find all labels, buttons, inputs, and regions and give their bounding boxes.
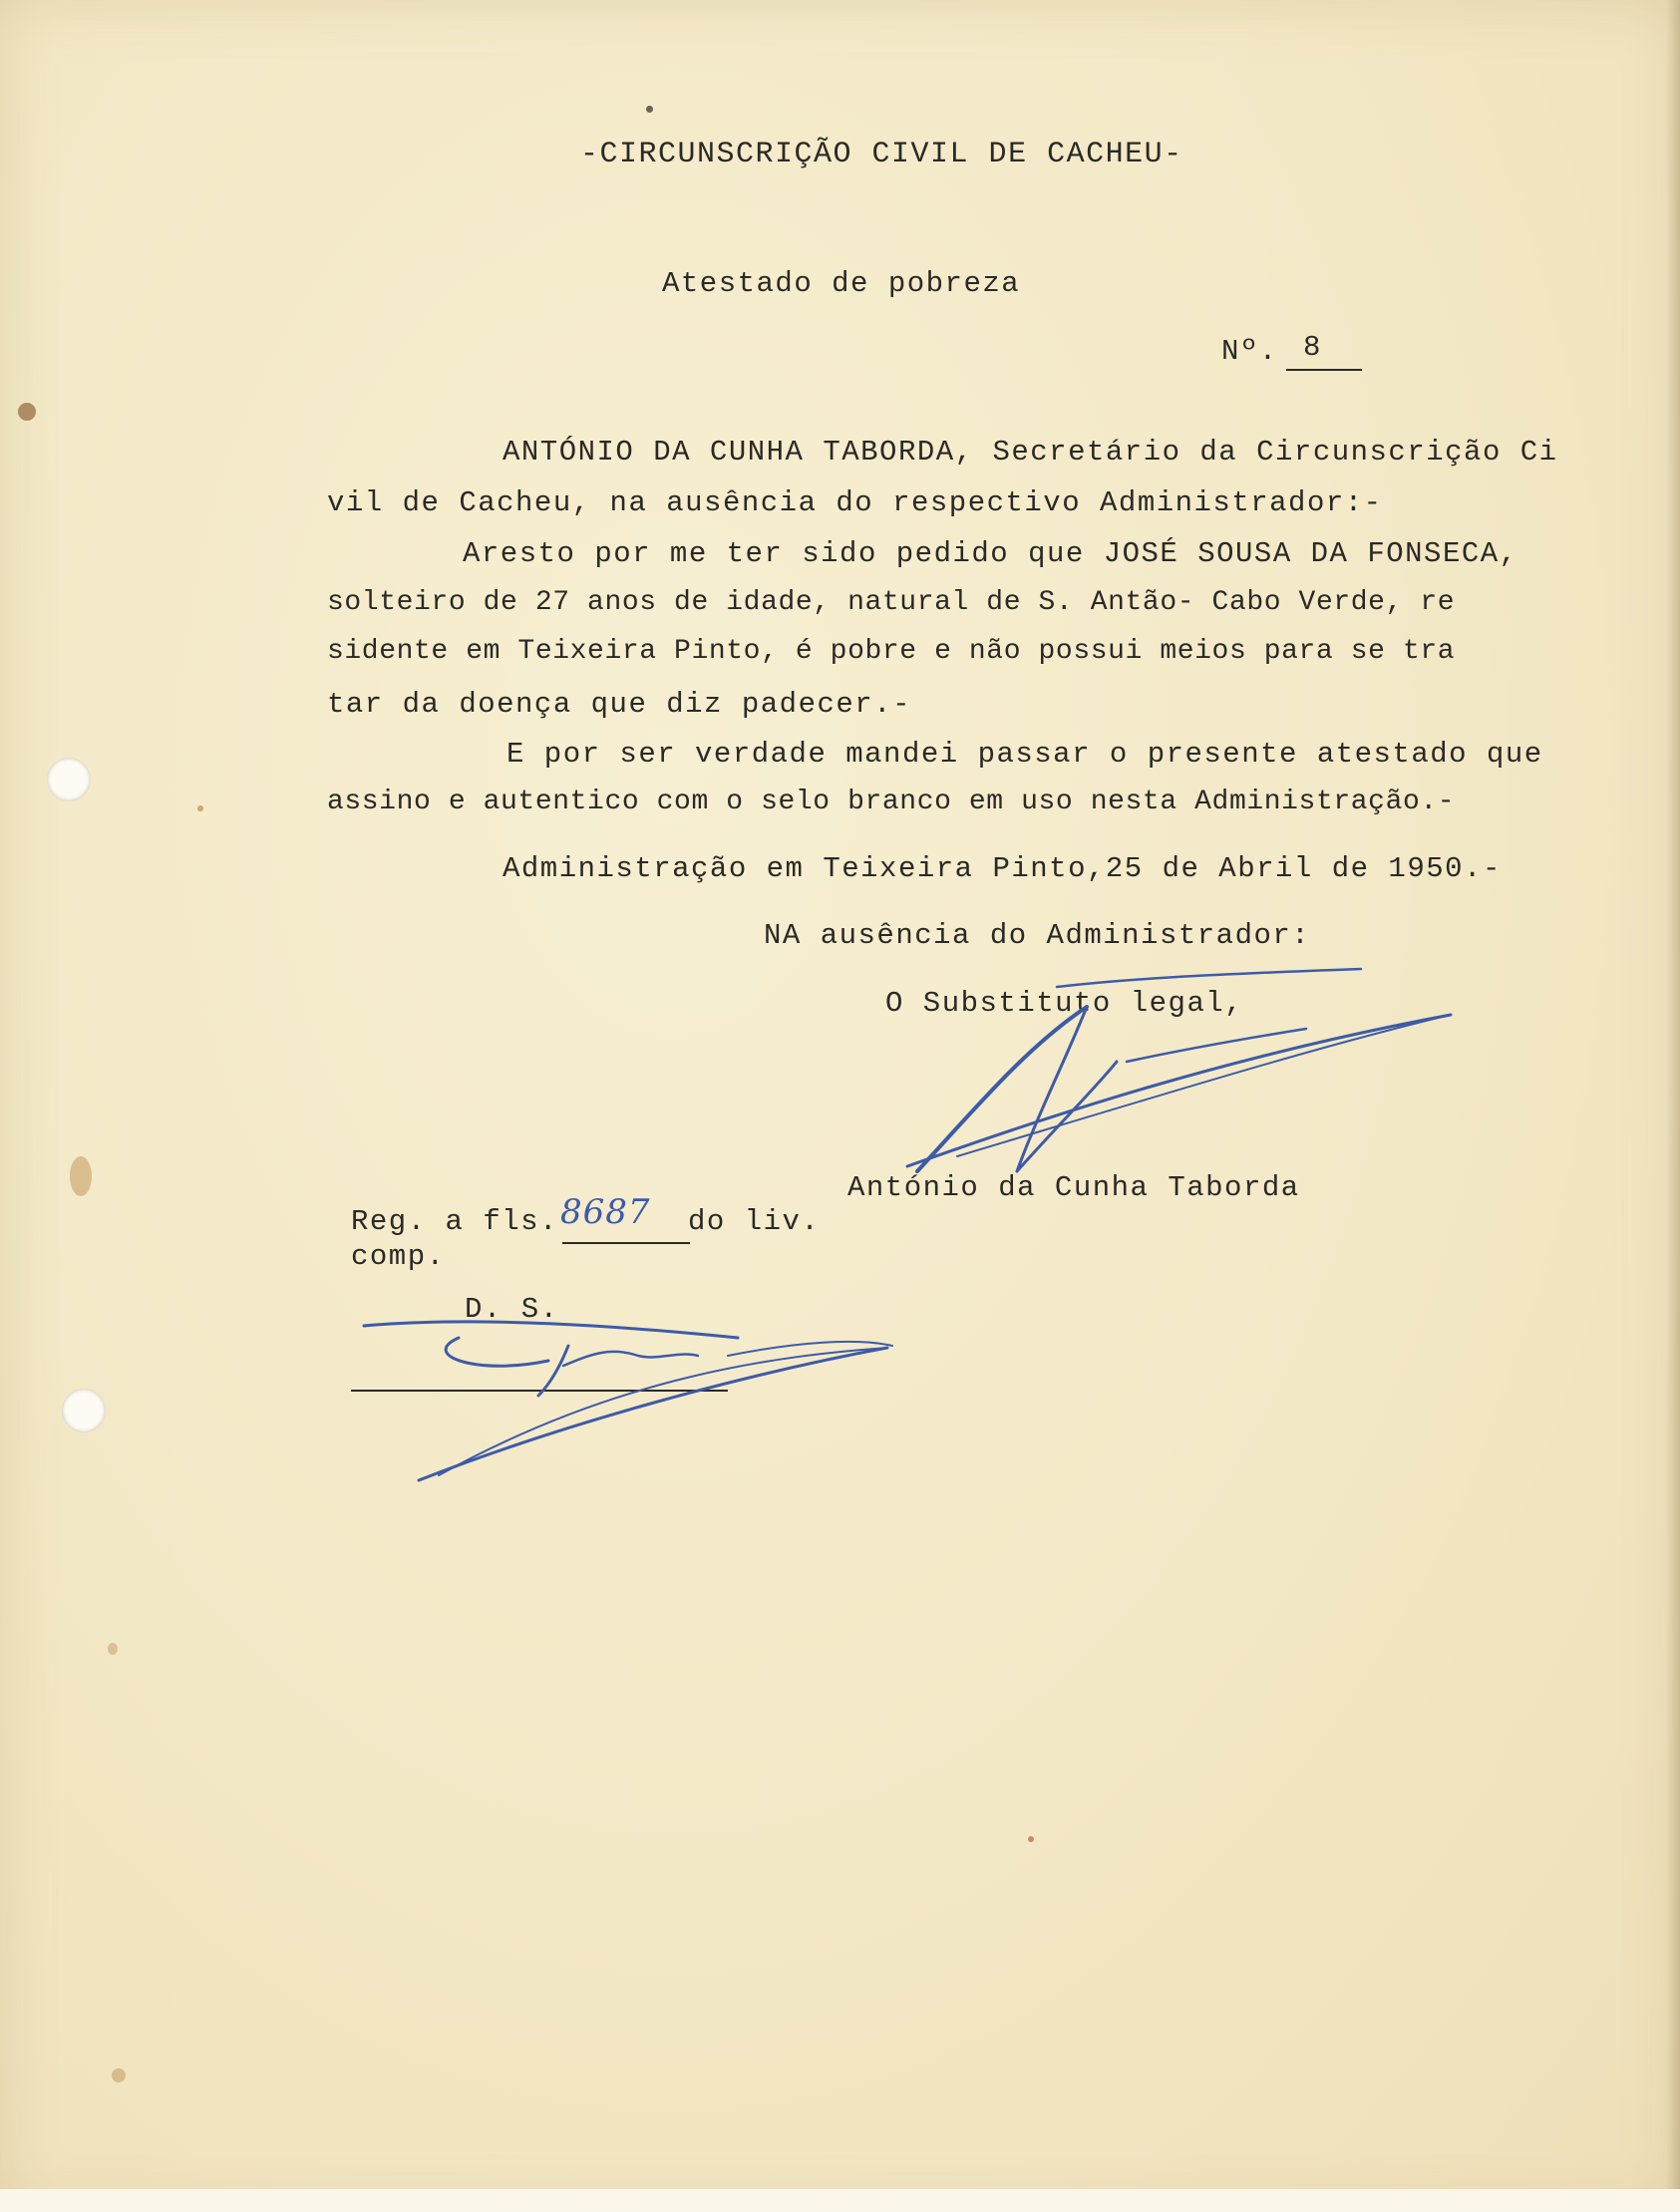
document-header: -CIRCUNSCRIÇÃO CIVIL DE CACHEU- [580, 138, 1183, 171]
document-title: Atestado de pobreza [662, 267, 1021, 300]
registry-suffix: do liv. [688, 1205, 821, 1238]
registry-folio: 8687 [560, 1192, 651, 1232]
punch-hole-top [47, 758, 91, 801]
signatory-name: António da Cunha Taborda [847, 1171, 1300, 1204]
body-line-3: Aresto por me ter sido pedido que JOSÉ SOUSA DA FONSECA, [463, 537, 1518, 570]
body-line-6: tar da doença que diz padecer.- [327, 688, 911, 721]
paper-stain [18, 403, 36, 421]
certificate-number-value: 8 [1303, 331, 1322, 364]
body-line-5: sidente em Teixeira Pinto, é pobre e não possui meios para se tra [327, 636, 1456, 667]
ds-label: D. S. [465, 1293, 559, 1326]
paper-stain [1028, 1836, 1034, 1842]
absence-line: NA ausência do Administrador: [764, 919, 1311, 952]
page-edge-shadow [1666, 0, 1680, 2212]
paper-stain [197, 805, 203, 811]
paper-stain [70, 1156, 92, 1196]
paper-stain [646, 106, 653, 113]
place-date-line: Administração em Teixeira Pinto,25 de Abril de 1950.- [503, 852, 1502, 885]
registry-line-2: comp. [351, 1240, 446, 1273]
certificate-number-label: Nº. [1221, 335, 1278, 368]
substitute-line: O Substituto legal, [885, 987, 1244, 1020]
body-line-1: ANTÓNIO DA CUNHA TABORDA, Secretário da Circunscrição Ci [503, 436, 1558, 469]
signature-scribble [897, 967, 1456, 1196]
registry-folio-underline [562, 1242, 690, 1244]
signature-scribble [359, 1316, 917, 1495]
punch-hole-bottom [62, 1389, 106, 1432]
paper-stain [108, 1643, 118, 1655]
certificate-number-underline [1286, 369, 1362, 371]
body-line-8: assino e autentico com o selo branco em uso nesta Administração.- [327, 787, 1456, 817]
body-line-2: vil de Cacheu, na ausência do respectivo Administrador:- [327, 486, 1383, 519]
body-line-7: E por ser verdade mandei passar o presente atestado que [506, 738, 1543, 771]
registry-prefix: Reg. a fls. [351, 1205, 558, 1238]
paper-stain [112, 2068, 126, 2082]
body-line-4: solteiro de 27 anos de idade, natural de S. Antão- Cabo Verde, re [327, 587, 1456, 618]
page-bottom-strip [0, 2189, 1680, 2212]
